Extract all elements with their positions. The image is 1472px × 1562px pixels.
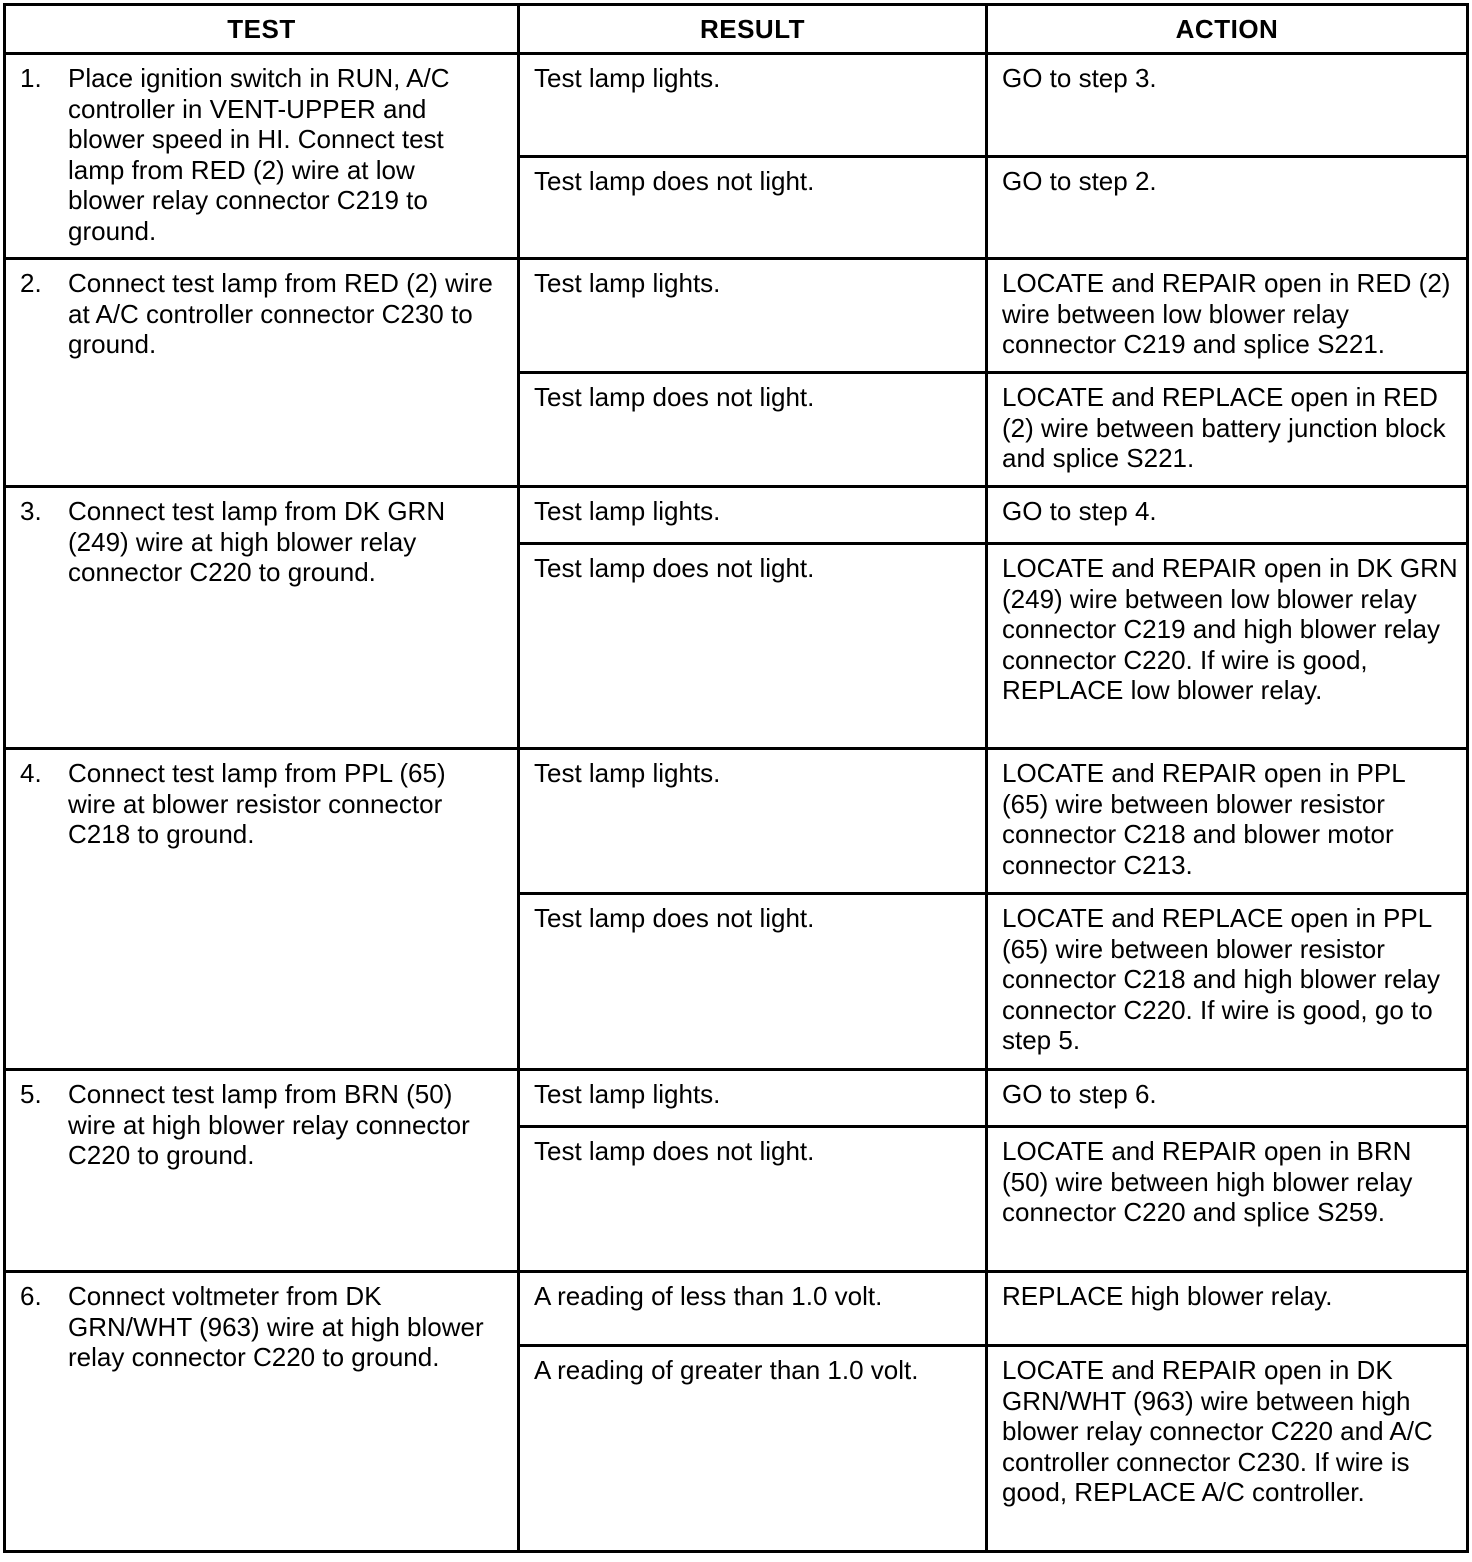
table-row <box>5 259 1468 373</box>
test-cell-step-4 <box>5 749 519 1070</box>
result-cell: Test lamp lights. <box>519 487 987 544</box>
test-description: Connect test lamp from DK GRN (249) wire at high blower relay connector C220 to ground. <box>68 496 446 588</box>
step-number: 6. <box>20 1281 42 1311</box>
test-cell-step-2 <box>5 259 519 487</box>
result-cell: Test lamp lights. <box>519 1070 987 1127</box>
result-cell: Test lamp does not light. <box>519 157 987 259</box>
table-row <box>5 1070 1468 1127</box>
result-cell: Test lamp lights. <box>519 259 987 373</box>
action-cell: GO to step 2. <box>987 157 1468 259</box>
result-cell: Test lamp lights. <box>519 54 987 157</box>
header-test: TEST <box>5 5 519 54</box>
test-description: Connect test lamp from RED (2) wire at A/C controller connector C230 to ground. <box>68 268 493 360</box>
result-cell: A reading of greater than 1.0 volt. <box>519 1346 987 1552</box>
table-row <box>5 54 1468 157</box>
result-cell: Test lamp lights. <box>519 749 987 894</box>
test-description: Connect test lamp from PPL (65) wire at blower resistor connector C218 to ground. <box>68 758 446 850</box>
test-description: Place ignition switch in RUN, A/C controller in VENT-UPPER and blower speed in HI. Connect test lamp from RED (2) wire at low blower relay connector C219 to ground. <box>68 63 450 246</box>
action-cell: LOCATE and REPAIR open in DK GRN (249) wire between low blower relay connector C219 and high blower relay connector C220. If wire is good, REPLACE low blower relay. <box>987 544 1468 749</box>
step-number: 5. <box>20 1079 42 1109</box>
action-cell: GO to step 3. <box>987 54 1468 157</box>
table-row <box>5 487 1468 544</box>
diagnostic-table <box>3 3 1469 1553</box>
test-cell-step-5 <box>5 1070 519 1272</box>
result-cell: Test lamp does not light. <box>519 1127 987 1272</box>
test-cell-step-1 <box>5 54 519 259</box>
step-number: 4. <box>20 758 42 788</box>
result-cell: Test lamp does not light. <box>519 544 987 749</box>
step-number: 3. <box>20 496 42 526</box>
table-row <box>5 749 1468 894</box>
result-cell: A reading of less than 1.0 volt. <box>519 1272 987 1346</box>
test-description: Connect voltmeter from DK GRN/WHT (963) wire at high blower relay connector C220 to ground. <box>68 1281 484 1373</box>
action-cell: LOCATE and REPAIR open in RED (2) wire between low blower relay connector C219 and splice S221. <box>987 259 1468 373</box>
result-cell: Test lamp does not light. <box>519 373 987 487</box>
table-row <box>5 1272 1468 1346</box>
header-result: RESULT <box>519 5 987 54</box>
step-number: 1. <box>20 63 42 93</box>
action-cell: LOCATE and REPLACE open in RED (2) wire between battery junction block and splice S221. <box>987 373 1468 487</box>
action-cell: GO to step 6. <box>987 1070 1468 1127</box>
step-number: 2. <box>20 268 42 298</box>
action-cell: GO to step 4. <box>987 487 1468 544</box>
header-row <box>5 5 1468 54</box>
action-cell: LOCATE and REPAIR open in DK GRN/WHT (963) wire between high blower relay connector C220 and A/C controller connector C230. If wire is good, REPLACE A/C controller. <box>987 1346 1468 1552</box>
test-cell-step-6 <box>5 1272 519 1552</box>
result-cell: Test lamp does not light. <box>519 894 987 1070</box>
header-action: ACTION <box>987 5 1468 54</box>
action-cell: LOCATE and REPLACE open in PPL (65) wire between blower resistor connector C218 and high blower relay connector C220. If wire is good, go to step 5. <box>987 894 1468 1070</box>
action-cell: LOCATE and REPAIR open in PPL (65) wire between blower resistor connector C218 and blower motor connector C213. <box>987 749 1468 894</box>
action-cell: LOCATE and REPAIR open in BRN (50) wire between high blower relay connector C220 and splice S259. <box>987 1127 1468 1272</box>
action-cell: REPLACE high blower relay. <box>987 1272 1468 1346</box>
test-cell-step-3 <box>5 487 519 749</box>
test-description: Connect test lamp from BRN (50) wire at high blower relay connector C220 to ground. <box>68 1079 470 1171</box>
